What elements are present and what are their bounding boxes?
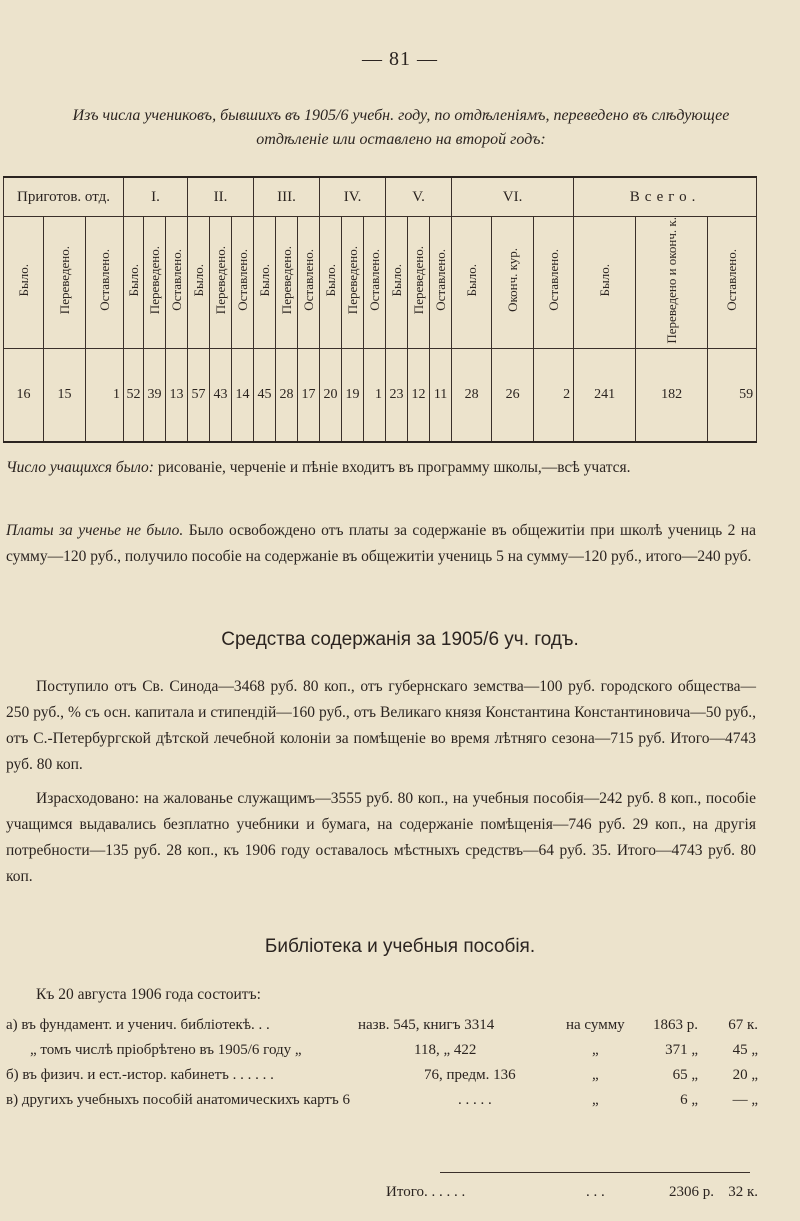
table-cell: 13: [166, 348, 188, 442]
sub-header: Было.: [386, 217, 408, 349]
table-cell: 28: [276, 348, 298, 442]
group-header-2: II.: [188, 177, 254, 217]
table-cell: 52: [124, 348, 144, 442]
table-cell: 2: [534, 348, 574, 442]
table-cell: 241: [574, 348, 636, 442]
sub-header: Оставлено.: [232, 217, 254, 349]
total-rule: [440, 1172, 750, 1173]
table-cell: 15: [44, 348, 86, 442]
table-cell: 17: [298, 348, 320, 442]
table-cell: 20: [320, 348, 342, 442]
paragraph-students: [6, 455, 756, 481]
heading-funds: Средства содержанія за 1905/6 уч. годъ.: [221, 629, 579, 650]
table-cell: 26: [492, 348, 534, 442]
table-cell: 59: [708, 348, 757, 442]
table-cell: 182: [636, 348, 708, 442]
library-total: Итого. . . . . . . . . 2306 р. 32 к.: [386, 1184, 758, 1200]
sub-header: Оставлено.: [86, 217, 124, 349]
sub-header: Было.: [320, 217, 342, 349]
sub-header: Переведено.: [44, 217, 86, 349]
sub-header: Оставлено.: [298, 217, 320, 349]
sub-header: Было.: [254, 217, 276, 349]
paragraph-expenses: Израсходовано: на жалованье служащимъ—3555 руб. 80 коп., на учебныя пособія—242 руб. 8 коп., пособіе учащимся выдавались безплатно учебники и бумага, на содержаніе помѣщенія—746 руб. 29 коп., на другія потребности—135 руб. 28 коп., къ 1906 году оставалось мѣстныхъ средствъ—64 руб. 35. Итого—4743 руб. 80 коп.: [6, 790, 756, 885]
table-cell: 14: [232, 348, 254, 442]
table-cell: 19: [342, 348, 364, 442]
intro-line-2: отдѣленіе или оставлено на второй годъ:: [256, 131, 546, 148]
group-header-total: Всего.: [574, 177, 757, 217]
sub-header: Было.: [4, 217, 44, 349]
sub-header: Переведено.: [276, 217, 298, 349]
table-cell: 12: [408, 348, 430, 442]
sub-header: Переведено.: [342, 217, 364, 349]
sub-header: Переведено.: [144, 217, 166, 349]
group-header-6: VI.: [452, 177, 574, 217]
sub-header: Было.: [574, 217, 636, 349]
table-cell: 23: [386, 348, 408, 442]
sub-header: Переведено и оконч. к.: [636, 217, 708, 349]
group-header-4: IV.: [320, 177, 386, 217]
library-row: а) въ фундамент. и ученич. библіотекѣ. . . назв. 545, книгъ 3314 на сумму 1863 р. 67 к.: [6, 1017, 758, 1033]
table-cell: 43: [210, 348, 232, 442]
students-table: [3, 176, 757, 443]
paragraph-fees: [6, 518, 756, 570]
paragraph-text: Было освобождено отъ платы за содержаніе въ общежитіи при школѣ учениць 2 на сумму—120 руб., получило пособіе на содержаніе въ общежитіи учениць 5 на сумму—120 руб., итого—240 руб.: [6, 522, 756, 565]
heading-library: Библіотека и учебныя пособія.: [264, 936, 536, 957]
sub-header: Оставлено.: [364, 217, 386, 349]
table-cell: 45: [254, 348, 276, 442]
table-cell: 1: [86, 348, 124, 442]
table-cell: 39: [144, 348, 166, 442]
sub-header: Переведено.: [408, 217, 430, 349]
table-cell: 28: [452, 348, 492, 442]
library-row: в) другихъ учебныхъ пособій анатомическихъ картъ 6 . . . . . „ 6 „ — „: [6, 1092, 758, 1108]
group-header-3: III.: [254, 177, 320, 217]
table-cell: 16: [4, 348, 44, 442]
sub-header: Было.: [188, 217, 210, 349]
sub-header: Оставлено.: [430, 217, 452, 349]
group-header-1: I.: [124, 177, 188, 217]
sub-header: Было.: [452, 217, 492, 349]
page-number: — 81 —: [362, 48, 438, 70]
group-header-prep: Приготов. отд.: [4, 177, 124, 217]
library-row: „ томъ числѣ пріобрѣтено въ 1905/6 году „ 118, „ 422 „ 371 „ 45 „: [30, 1042, 758, 1058]
paragraph-income: Поступило отъ Св. Синода—3468 руб. 80 коп., отъ губернскаго земства—100 руб. городского общества—250 руб., % съ осн. капитала и стипендій—160 руб., отъ Великаго князя Константина Константиновича—50 руб., отъ С.-Петербургской дѣтской лечебной колоніи за помѣщеніе во время лѣтняго сезона—715 руб. Итого—4743 руб. 80 коп.: [6, 678, 756, 773]
table-cell: 57: [188, 348, 210, 442]
sub-header: Оставлено.: [166, 217, 188, 349]
table-cell: 11: [430, 348, 452, 442]
sub-header: Было.: [124, 217, 144, 349]
sub-header: Оставлено.: [708, 217, 757, 349]
library-row: б) въ физич. и ест.-истор. кабинетъ . . . . . . 76, предм. 136 „ 65 „ 20 „: [6, 1067, 758, 1083]
table-cell: 1: [364, 348, 386, 442]
library-intro: Къ 20 августа 1906 года состоитъ:: [36, 986, 261, 1003]
sub-header: Оконч. кур.: [492, 217, 534, 349]
intro-line-1: Изъ числа учениковъ, бывшихъ въ 1905/6 учебн. году, по отдѣленіямъ, переведено въ слѣдующее: [72, 107, 730, 124]
group-header-5: V.: [386, 177, 452, 217]
paragraph-lead: Число учащихся было:: [6, 459, 154, 476]
paragraph-lead: Платы за ученье не было.: [6, 522, 184, 539]
sub-header: Переведено.: [210, 217, 232, 349]
paragraph-text: рисованіе, черченіе и пѣніе входитъ въ программу школы,—всѣ учатся.: [153, 459, 631, 476]
sub-header: Оставлено.: [534, 217, 574, 349]
